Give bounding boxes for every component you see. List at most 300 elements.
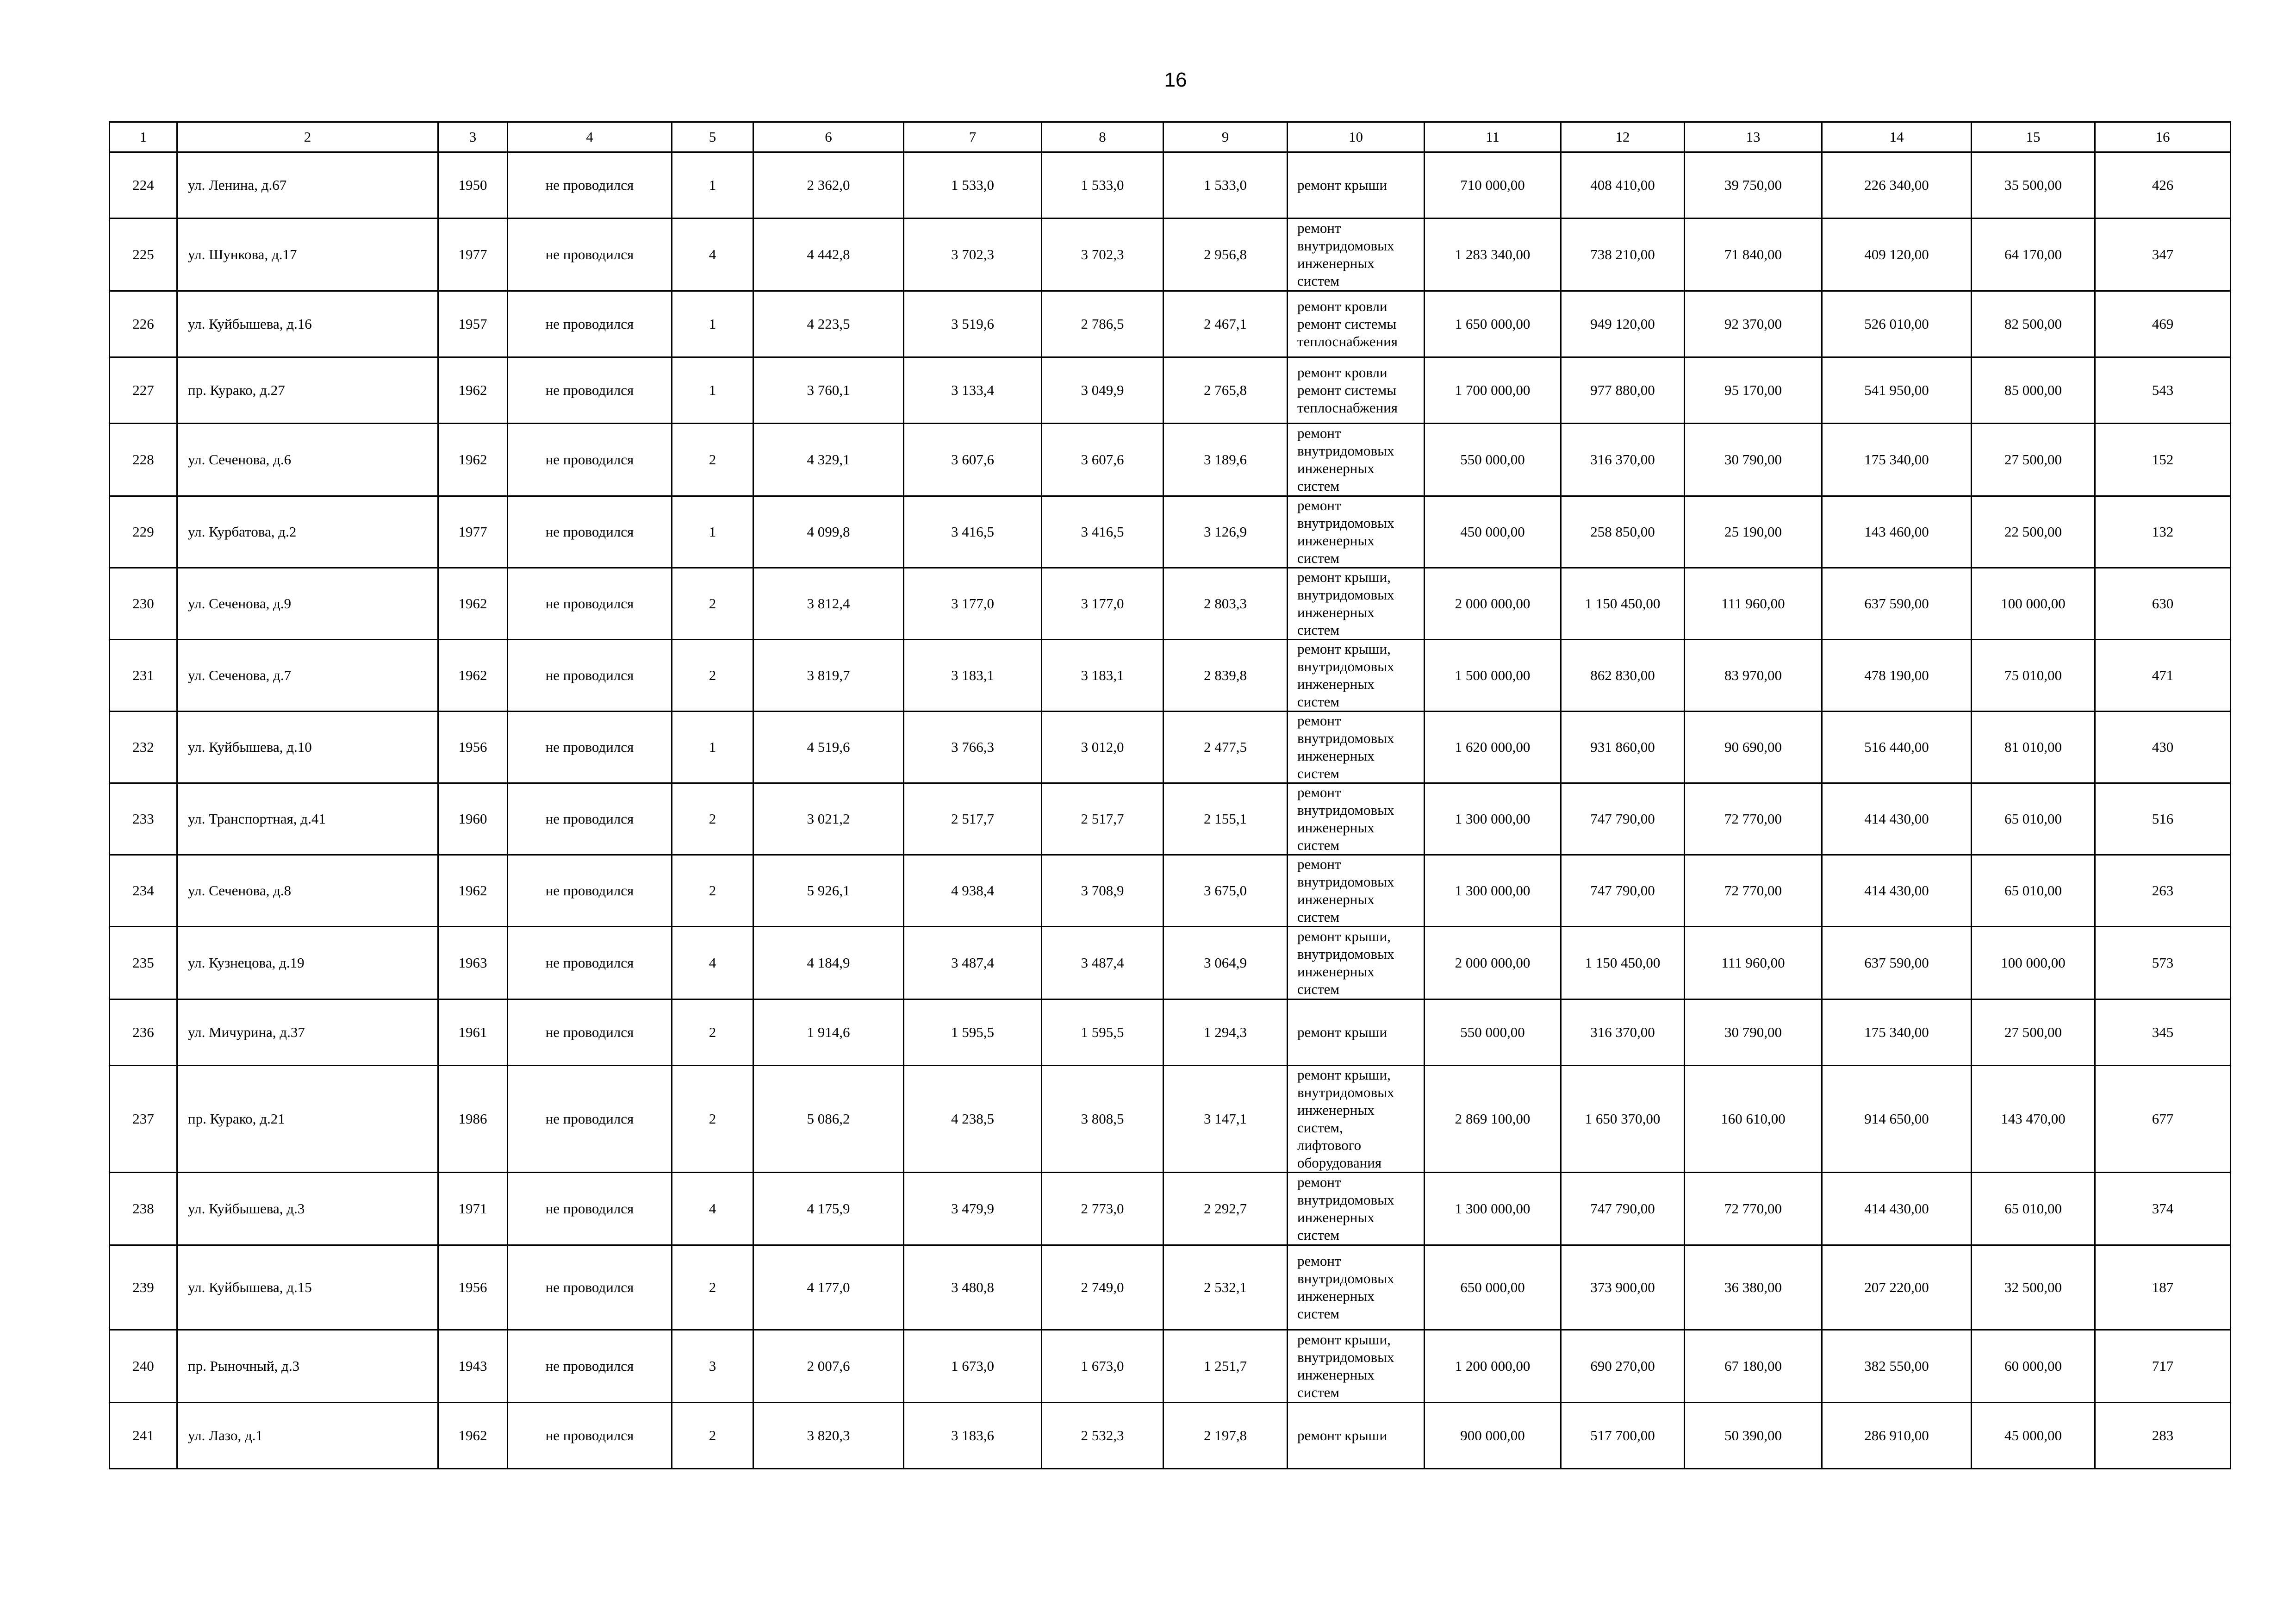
cell-col-15: 35 500,00 xyxy=(1972,152,2095,219)
cell-col-9: 2 467,1 xyxy=(1164,291,1288,357)
cell-col-5: 4 xyxy=(672,1173,753,1245)
work-type-line: инженерных xyxy=(1297,532,1375,549)
cell-row-number: 236 xyxy=(110,999,177,1066)
work-type-line: ремонт крыши xyxy=(1297,177,1388,193)
cell-col-12: 1 150 450,00 xyxy=(1561,927,1685,999)
cell-col-12: 408 410,00 xyxy=(1561,152,1685,219)
cell-overhaul-status: не проводился xyxy=(508,1066,672,1173)
cell-col-15: 81 010,00 xyxy=(1972,712,2095,783)
cell-work-type xyxy=(1288,1245,1425,1330)
cell-col-14: 286 910,00 xyxy=(1822,1403,1972,1469)
cell-col-9: 2 803,3 xyxy=(1164,568,1288,640)
cell-col-8: 1 673,0 xyxy=(1042,1330,1164,1403)
cell-col-16: 374 xyxy=(2095,1173,2231,1245)
cell-col-6: 3 021,2 xyxy=(753,783,904,855)
cell-col-9: 3 126,9 xyxy=(1164,496,1288,568)
housing-repair-table xyxy=(109,121,2231,1469)
column-number: 13 xyxy=(1685,122,1822,152)
cell-col-15: 82 500,00 xyxy=(1972,291,2095,357)
cell-col-12: 316 370,00 xyxy=(1561,999,1685,1066)
cell-col-16: 132 xyxy=(2095,496,2231,568)
cell-row-number: 224 xyxy=(110,152,177,219)
work-type-line: внутридомовых xyxy=(1297,730,1394,746)
table-row xyxy=(110,357,2231,424)
table-row xyxy=(110,219,2231,291)
cell-col-9: 3 147,1 xyxy=(1164,1066,1288,1173)
cell-col-6: 2 362,0 xyxy=(753,152,904,219)
cell-year: 1962 xyxy=(438,1403,508,1469)
work-type-line: внутридомовых xyxy=(1297,946,1394,962)
cell-year: 1962 xyxy=(438,855,508,927)
cell-col-9: 2 477,5 xyxy=(1164,712,1288,783)
work-type-line: систем, xyxy=(1297,1119,1343,1136)
cell-row-number: 235 xyxy=(110,927,177,999)
cell-col-6: 4 184,9 xyxy=(753,927,904,999)
cell-col-8: 3 049,9 xyxy=(1042,357,1164,424)
cell-col-12: 1 150 450,00 xyxy=(1561,568,1685,640)
cell-col-8: 2 786,5 xyxy=(1042,291,1164,357)
cell-row-number: 225 xyxy=(110,219,177,291)
work-type-line: ремонт xyxy=(1297,856,1341,872)
cell-work-type xyxy=(1288,424,1425,496)
cell-col-7: 3 766,3 xyxy=(904,712,1042,783)
work-type-line: ремонт крыши, xyxy=(1297,1067,1391,1083)
work-type-line: систем xyxy=(1297,273,1340,289)
cell-overhaul-status: не проводился xyxy=(508,1403,672,1469)
work-type-line: внутридомовых xyxy=(1297,587,1394,603)
cell-col-8: 3 416,5 xyxy=(1042,496,1164,568)
cell-row-number: 231 xyxy=(110,640,177,712)
work-type-line: инженерных xyxy=(1297,604,1375,620)
cell-address: ул. Куйбышева, д.10 xyxy=(177,712,438,783)
cell-col-9: 2 532,1 xyxy=(1164,1245,1288,1330)
cell-col-15: 22 500,00 xyxy=(1972,496,2095,568)
work-type-line: ремонт xyxy=(1297,497,1341,513)
cell-overhaul-status: не проводился xyxy=(508,291,672,357)
table-row xyxy=(110,496,2231,568)
cell-col-13: 90 690,00 xyxy=(1685,712,1822,783)
table-row xyxy=(110,1066,2231,1173)
column-number: 2 xyxy=(177,122,438,152)
cell-col-13: 72 770,00 xyxy=(1685,1173,1822,1245)
cell-year: 1977 xyxy=(438,219,508,291)
cell-col-6: 3 812,4 xyxy=(753,568,904,640)
cell-col-16: 283 xyxy=(2095,1403,2231,1469)
cell-col-12: 517 700,00 xyxy=(1561,1403,1685,1469)
cell-overhaul-status: не проводился xyxy=(508,357,672,424)
cell-col-8: 3 708,9 xyxy=(1042,855,1164,927)
cell-address: ул. Ленина, д.67 xyxy=(177,152,438,219)
work-type-line: систем xyxy=(1297,1305,1340,1322)
cell-col-7: 3 133,4 xyxy=(904,357,1042,424)
cell-col-15: 64 170,00 xyxy=(1972,219,2095,291)
table-row xyxy=(110,927,2231,999)
cell-address: ул. Сеченова, д.8 xyxy=(177,855,438,927)
cell-col-15: 65 010,00 xyxy=(1972,1173,2095,1245)
cell-col-5: 2 xyxy=(672,999,753,1066)
cell-col-8: 3 012,0 xyxy=(1042,712,1164,783)
work-type-line: систем xyxy=(1297,909,1340,925)
cell-row-number: 238 xyxy=(110,1173,177,1245)
work-type-line: внутридомовых xyxy=(1297,237,1394,254)
cell-work-type xyxy=(1288,712,1425,783)
work-type-line: ремонт xyxy=(1297,425,1341,441)
work-type-line: ремонт xyxy=(1297,1253,1341,1269)
work-type-line: лифтового xyxy=(1297,1137,1362,1153)
cell-col-9: 3 189,6 xyxy=(1164,424,1288,496)
cell-col-5: 2 xyxy=(672,1245,753,1330)
cell-col-14: 175 340,00 xyxy=(1822,424,1972,496)
cell-col-7: 3 487,4 xyxy=(904,927,1042,999)
table-row xyxy=(110,291,2231,357)
cell-col-15: 32 500,00 xyxy=(1972,1245,2095,1330)
cell-col-16: 469 xyxy=(2095,291,2231,357)
cell-col-13: 30 790,00 xyxy=(1685,424,1822,496)
cell-col-7: 3 416,5 xyxy=(904,496,1042,568)
cell-row-number: 228 xyxy=(110,424,177,496)
cell-col-13: 50 390,00 xyxy=(1685,1403,1822,1469)
cell-col-6: 4 223,5 xyxy=(753,291,904,357)
cell-col-9: 2 765,8 xyxy=(1164,357,1288,424)
cell-col-6: 4 329,1 xyxy=(753,424,904,496)
cell-row-number: 240 xyxy=(110,1330,177,1403)
work-type-line: ремонт xyxy=(1297,220,1341,236)
cell-row-number: 241 xyxy=(110,1403,177,1469)
cell-col-13: 95 170,00 xyxy=(1685,357,1822,424)
cell-col-7: 4 238,5 xyxy=(904,1066,1042,1173)
cell-col-5: 1 xyxy=(672,712,753,783)
cell-col-13: 92 370,00 xyxy=(1685,291,1822,357)
work-type-line: систем xyxy=(1297,981,1340,997)
cell-work-type xyxy=(1288,496,1425,568)
cell-col-16: 543 xyxy=(2095,357,2231,424)
cell-year: 1956 xyxy=(438,712,508,783)
cell-row-number: 229 xyxy=(110,496,177,568)
cell-address: ул. Сеченова, д.7 xyxy=(177,640,438,712)
cell-col-13: 160 610,00 xyxy=(1685,1066,1822,1173)
cell-col-12: 977 880,00 xyxy=(1561,357,1685,424)
cell-col-15: 27 500,00 xyxy=(1972,999,2095,1066)
cell-col-9: 3 675,0 xyxy=(1164,855,1288,927)
cell-col-8: 1 533,0 xyxy=(1042,152,1164,219)
cell-col-9: 1 294,3 xyxy=(1164,999,1288,1066)
cell-col-7: 1 595,5 xyxy=(904,999,1042,1066)
cell-year: 1971 xyxy=(438,1173,508,1245)
cell-year: 1986 xyxy=(438,1066,508,1173)
cell-col-16: 516 xyxy=(2095,783,2231,855)
cell-col-11: 550 000,00 xyxy=(1425,999,1561,1066)
cell-col-8: 3 808,5 xyxy=(1042,1066,1164,1173)
cell-address: ул. Лазо, д.1 xyxy=(177,1403,438,1469)
cell-col-6: 3 819,7 xyxy=(753,640,904,712)
work-type-line: ремонт xyxy=(1297,784,1341,800)
cell-col-11: 650 000,00 xyxy=(1425,1245,1561,1330)
column-number: 10 xyxy=(1288,122,1425,152)
cell-col-11: 1 300 000,00 xyxy=(1425,855,1561,927)
work-type-line: ремонт крыши xyxy=(1297,1427,1388,1443)
work-type-line: внутридомовых xyxy=(1297,515,1394,531)
table-row xyxy=(110,1245,2231,1330)
cell-col-5: 2 xyxy=(672,1403,753,1469)
cell-col-14: 526 010,00 xyxy=(1822,291,1972,357)
cell-col-5: 2 xyxy=(672,568,753,640)
cell-col-13: 72 770,00 xyxy=(1685,855,1822,927)
table-row xyxy=(110,712,2231,783)
cell-col-13: 39 750,00 xyxy=(1685,152,1822,219)
cell-col-7: 3 702,3 xyxy=(904,219,1042,291)
cell-col-8: 2 532,3 xyxy=(1042,1403,1164,1469)
cell-overhaul-status: не проводился xyxy=(508,568,672,640)
cell-overhaul-status: не проводился xyxy=(508,855,672,927)
cell-col-14: 516 440,00 xyxy=(1822,712,1972,783)
cell-address: пр. Курако, д.21 xyxy=(177,1066,438,1173)
cell-col-14: 541 950,00 xyxy=(1822,357,1972,424)
table-row xyxy=(110,568,2231,640)
cell-col-13: 25 190,00 xyxy=(1685,496,1822,568)
cell-col-8: 2 517,7 xyxy=(1042,783,1164,855)
cell-col-6: 3 760,1 xyxy=(753,357,904,424)
cell-col-8: 2 773,0 xyxy=(1042,1173,1164,1245)
cell-col-9: 1 251,7 xyxy=(1164,1330,1288,1403)
cell-col-15: 45 000,00 xyxy=(1972,1403,2095,1469)
work-type-line: инженерных xyxy=(1297,1288,1375,1304)
work-type-line: ремонт крыши xyxy=(1297,1024,1388,1040)
column-number: 5 xyxy=(672,122,753,152)
cell-col-13: 67 180,00 xyxy=(1685,1330,1822,1403)
page-number: 16 xyxy=(1164,69,1187,91)
cell-col-11: 1 700 000,00 xyxy=(1425,357,1561,424)
work-type-line: инженерных xyxy=(1297,1102,1375,1118)
table-row xyxy=(110,1173,2231,1245)
cell-col-9: 2 197,8 xyxy=(1164,1403,1288,1469)
cell-col-15: 100 000,00 xyxy=(1972,927,2095,999)
cell-col-11: 1 500 000,00 xyxy=(1425,640,1561,712)
work-type-line: систем xyxy=(1297,1227,1340,1243)
cell-col-12: 373 900,00 xyxy=(1561,1245,1685,1330)
cell-col-12: 747 790,00 xyxy=(1561,855,1685,927)
table-row xyxy=(110,1403,2231,1469)
cell-address: ул. Куйбышева, д.16 xyxy=(177,291,438,357)
work-type-line: инженерных xyxy=(1297,748,1375,764)
work-type-line: инженерных xyxy=(1297,676,1375,692)
cell-col-5: 2 xyxy=(672,1066,753,1173)
work-type-line: систем xyxy=(1297,1384,1340,1400)
cell-col-6: 1 914,6 xyxy=(753,999,904,1066)
work-type-line: инженерных xyxy=(1297,819,1375,836)
table-row xyxy=(110,424,2231,496)
cell-col-16: 187 xyxy=(2095,1245,2231,1330)
cell-col-16: 152 xyxy=(2095,424,2231,496)
cell-overhaul-status: не проводился xyxy=(508,1330,672,1403)
cell-year: 1961 xyxy=(438,999,508,1066)
work-type-line: внутридомовых xyxy=(1297,1349,1394,1365)
cell-col-13: 36 380,00 xyxy=(1685,1245,1822,1330)
column-number: 12 xyxy=(1561,122,1685,152)
cell-col-5: 4 xyxy=(672,219,753,291)
cell-col-11: 710 000,00 xyxy=(1425,152,1561,219)
cell-work-type xyxy=(1288,783,1425,855)
work-type-line: ремонт системы xyxy=(1297,316,1397,332)
cell-col-14: 207 220,00 xyxy=(1822,1245,1972,1330)
cell-col-7: 3 519,6 xyxy=(904,291,1042,357)
cell-col-7: 3 183,1 xyxy=(904,640,1042,712)
cell-year: 1977 xyxy=(438,496,508,568)
work-type-line: ремонт крыши, xyxy=(1297,1331,1391,1348)
work-type-line: ремонт xyxy=(1297,1174,1341,1190)
cell-col-14: 226 340,00 xyxy=(1822,152,1972,219)
table-body xyxy=(110,122,2231,1469)
cell-overhaul-status: не проводился xyxy=(508,1173,672,1245)
work-type-line: систем xyxy=(1297,478,1340,494)
column-number: 11 xyxy=(1425,122,1561,152)
column-number: 6 xyxy=(753,122,904,152)
cell-address: ул. Мичурина, д.37 xyxy=(177,999,438,1066)
cell-col-7: 3 177,0 xyxy=(904,568,1042,640)
work-type-line: систем xyxy=(1297,550,1340,566)
cell-col-16: 263 xyxy=(2095,855,2231,927)
cell-year: 1950 xyxy=(438,152,508,219)
column-number: 7 xyxy=(904,122,1042,152)
cell-col-16: 426 xyxy=(2095,152,2231,219)
work-type-line: систем xyxy=(1297,765,1340,781)
cell-col-7: 3 607,6 xyxy=(904,424,1042,496)
work-type-line: инженерных xyxy=(1297,255,1375,271)
cell-col-11: 450 000,00 xyxy=(1425,496,1561,568)
cell-col-7: 3 480,8 xyxy=(904,1245,1042,1330)
cell-col-14: 414 430,00 xyxy=(1822,855,1972,927)
cell-col-6: 5 926,1 xyxy=(753,855,904,927)
cell-col-8: 3 177,0 xyxy=(1042,568,1164,640)
cell-col-6: 2 007,6 xyxy=(753,1330,904,1403)
cell-col-9: 2 839,8 xyxy=(1164,640,1288,712)
cell-work-type xyxy=(1288,1330,1425,1403)
cell-overhaul-status: не проводился xyxy=(508,999,672,1066)
table-row xyxy=(110,640,2231,712)
cell-work-type xyxy=(1288,927,1425,999)
cell-year: 1943 xyxy=(438,1330,508,1403)
cell-address: ул. Шункова, д.17 xyxy=(177,219,438,291)
table-row xyxy=(110,1330,2231,1403)
table-row xyxy=(110,152,2231,219)
cell-address: ул. Куйбышева, д.3 xyxy=(177,1173,438,1245)
cell-col-6: 5 086,2 xyxy=(753,1066,904,1173)
cell-overhaul-status: не проводился xyxy=(508,219,672,291)
cell-col-11: 1 200 000,00 xyxy=(1425,1330,1561,1403)
cell-col-12: 949 120,00 xyxy=(1561,291,1685,357)
cell-col-15: 100 000,00 xyxy=(1972,568,2095,640)
table-row xyxy=(110,855,2231,927)
cell-col-11: 2 000 000,00 xyxy=(1425,927,1561,999)
work-type-line: ремонт крыши, xyxy=(1297,928,1391,944)
cell-col-15: 85 000,00 xyxy=(1972,357,2095,424)
cell-col-11: 1 620 000,00 xyxy=(1425,712,1561,783)
work-type-line: внутридомовых xyxy=(1297,874,1394,890)
cell-row-number: 227 xyxy=(110,357,177,424)
cell-col-8: 3 702,3 xyxy=(1042,219,1164,291)
cell-work-type xyxy=(1288,640,1425,712)
cell-col-12: 747 790,00 xyxy=(1561,783,1685,855)
cell-col-9: 2 155,1 xyxy=(1164,783,1288,855)
work-type-line: внутридомовых xyxy=(1297,1270,1394,1287)
table-row xyxy=(110,999,2231,1066)
cell-col-7: 3 183,6 xyxy=(904,1403,1042,1469)
cell-year: 1963 xyxy=(438,927,508,999)
table-row xyxy=(110,783,2231,855)
work-type-line: теплоснабжения xyxy=(1297,333,1398,350)
work-type-line: внутридомовых xyxy=(1297,1084,1394,1100)
work-type-line: систем xyxy=(1297,622,1340,638)
cell-col-5: 1 xyxy=(672,357,753,424)
cell-col-5: 3 xyxy=(672,1330,753,1403)
cell-year: 1962 xyxy=(438,640,508,712)
cell-col-13: 111 960,00 xyxy=(1685,927,1822,999)
cell-overhaul-status: не проводился xyxy=(508,640,672,712)
cell-col-5: 2 xyxy=(672,424,753,496)
cell-col-15: 75 010,00 xyxy=(1972,640,2095,712)
cell-col-16: 471 xyxy=(2095,640,2231,712)
cell-col-16: 347 xyxy=(2095,219,2231,291)
work-type-line: ремонт xyxy=(1297,712,1341,729)
cell-col-8: 1 595,5 xyxy=(1042,999,1164,1066)
cell-col-14: 409 120,00 xyxy=(1822,219,1972,291)
cell-col-11: 2 869 100,00 xyxy=(1425,1066,1561,1173)
cell-address: ул. Кузнецова, д.19 xyxy=(177,927,438,999)
work-type-line: инженерных xyxy=(1297,891,1375,907)
cell-col-7: 2 517,7 xyxy=(904,783,1042,855)
cell-row-number: 232 xyxy=(110,712,177,783)
cell-address: ул. Транспортная, д.41 xyxy=(177,783,438,855)
cell-col-6: 4 099,8 xyxy=(753,496,904,568)
cell-work-type xyxy=(1288,357,1425,424)
cell-work-type xyxy=(1288,999,1425,1066)
cell-col-12: 316 370,00 xyxy=(1561,424,1685,496)
cell-col-9: 2 292,7 xyxy=(1164,1173,1288,1245)
cell-col-15: 60 000,00 xyxy=(1972,1330,2095,1403)
column-number: 15 xyxy=(1972,122,2095,152)
cell-col-11: 2 000 000,00 xyxy=(1425,568,1561,640)
cell-col-16: 430 xyxy=(2095,712,2231,783)
cell-col-6: 3 820,3 xyxy=(753,1403,904,1469)
cell-work-type xyxy=(1288,291,1425,357)
cell-col-5: 2 xyxy=(672,855,753,927)
work-type-line: ремонт системы xyxy=(1297,382,1397,398)
cell-row-number: 233 xyxy=(110,783,177,855)
cell-col-7: 4 938,4 xyxy=(904,855,1042,927)
cell-overhaul-status: не проводился xyxy=(508,712,672,783)
cell-col-12: 931 860,00 xyxy=(1561,712,1685,783)
column-number: 8 xyxy=(1042,122,1164,152)
cell-col-6: 4 175,9 xyxy=(753,1173,904,1245)
cell-col-11: 1 283 340,00 xyxy=(1425,219,1561,291)
cell-row-number: 230 xyxy=(110,568,177,640)
cell-col-13: 72 770,00 xyxy=(1685,783,1822,855)
cell-col-7: 3 479,9 xyxy=(904,1173,1042,1245)
cell-row-number: 239 xyxy=(110,1245,177,1330)
cell-year: 1962 xyxy=(438,568,508,640)
cell-overhaul-status: не проводился xyxy=(508,927,672,999)
cell-col-14: 478 190,00 xyxy=(1822,640,1972,712)
cell-col-16: 630 xyxy=(2095,568,2231,640)
work-type-line: инженерных xyxy=(1297,460,1375,476)
cell-col-14: 143 460,00 xyxy=(1822,496,1972,568)
cell-col-11: 900 000,00 xyxy=(1425,1403,1561,1469)
cell-col-14: 637 590,00 xyxy=(1822,927,1972,999)
cell-row-number: 226 xyxy=(110,291,177,357)
cell-col-9: 3 064,9 xyxy=(1164,927,1288,999)
work-type-line: инженерных xyxy=(1297,1209,1375,1225)
cell-col-14: 637 590,00 xyxy=(1822,568,1972,640)
column-number: 3 xyxy=(438,122,508,152)
